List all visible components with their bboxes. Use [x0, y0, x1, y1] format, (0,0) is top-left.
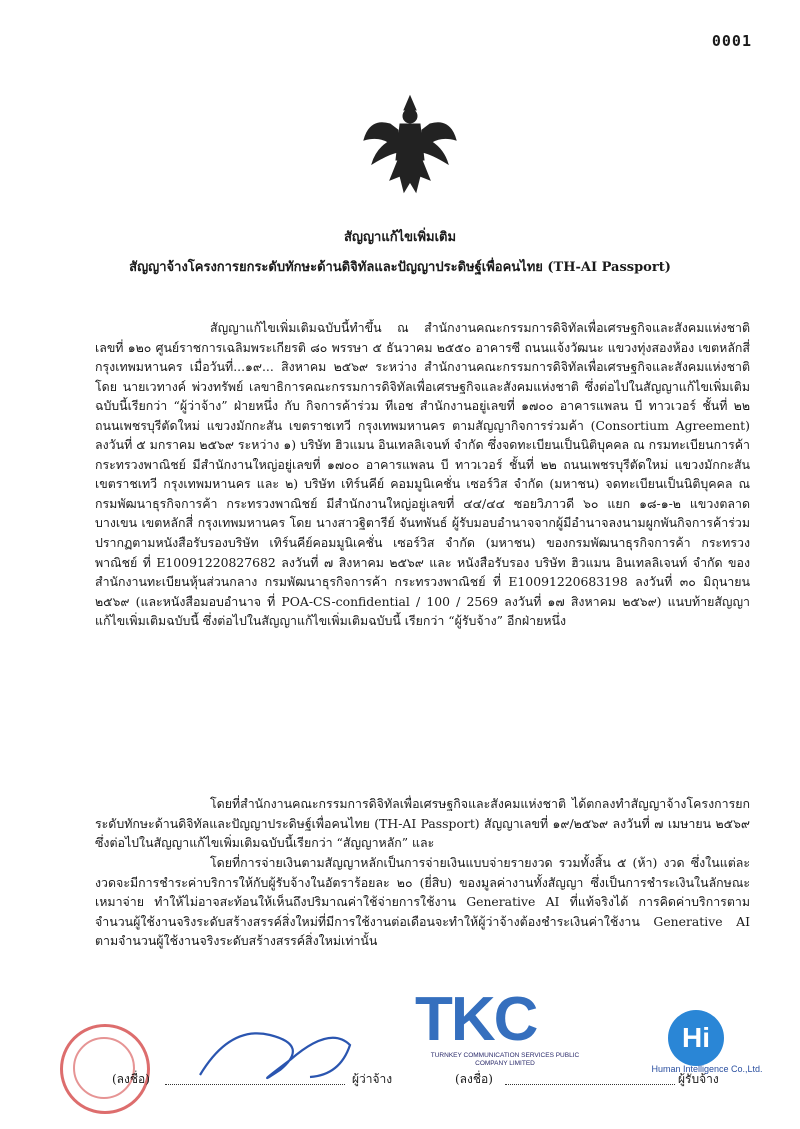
employer-sign-line [165, 1070, 345, 1085]
hi-logo-icon: Hi [668, 1010, 724, 1066]
document-subtitle: สัญญาจ้างโครงการยกระดับทักษะด้านดิจิทัลและปัญญาประดิษฐ์เพื่อคนไทย (TH-AI Passport) [129, 260, 671, 275]
employer-role-label: ผู้ว่าจ้าง [352, 1072, 393, 1086]
document-title: สัญญาแก้ไขเพิ่มเติม [343, 230, 457, 245]
contractor-role-label: ผู้รับจ้าง [678, 1072, 719, 1086]
tkc-company-stamp: TKC [415, 985, 537, 1054]
contractor-sign-label: (ลงชื่อ) [455, 1072, 493, 1086]
official-seal-stamp [60, 1024, 150, 1114]
paragraph-parties [95, 318, 750, 631]
garuda-emblem [360, 90, 460, 200]
hi-company-name: Human Intelligence Co.,Ltd. [651, 1064, 763, 1074]
paragraph-background [95, 794, 750, 853]
paragraph-text: สัญญาแก้ไขเพิ่มเติมฉบับนี้ทำขึ้น ณ สำนักงานคณะกรรมการดิจิทัลเพื่อเศรษฐกิจและสังคมแห่งชาติ เลขที่ ๑๒๐ ศูนย์ราชการเฉลิมพระเกียรติ ๘๐ พรรษา ๕ ธันวาคม ๒๕๕๐ อาคารซี ถนนแจ้งวัฒนะ แขวงทุ่งสองห้อง เขตหลักสี่ กรุงเทพมหานคร เมื่อวันที่...๑๙... สิงหาคม ๒๕๖๙ ระหว่าง สำนักงานคณะกรรมการดิจิทัลเพื่อเศรษฐกิจและสังคมแห่งชาติ โดย นายเวทางค์ พ่วงทรัพย์ เลขาธิการคณะกรรมการดิจิทัลเพื่อเศรษฐกิจและสังคมแห่งชาติ ซึ่งต่อไปในสัญญาแก้ไขเพิ่มเติมฉบับนี้เรียกว่า “ผู้ว่าจ้าง” ฝ่ายหนึ่ง กับ กิจการค้าร่วม ทีเอช สำนักงานอยู่เลขที่ ๑๗๐๐ อาคารแพลน บี ทาวเวอร์ ชั้นที่ ๒๒ ถนนเพชรบุรีตัดใหม่ แขวงมักกะสัน เขตราชเทวี กรุงเทพมหานคร ตามสัญญากิจการร่วมค้า (Consortium Agreement) ลงวันที่ ๕ มกราคม ๒๕๖๙ ระหว่าง ๑) บริษัท ฮิวแมน อินเทลลิเจนท์ จำกัด ซึ่งจดทะเบียนเป็นนิติบุคคล ณ กรมทะเบียนการค้า กระทรวงพาณิชย์ มีสำนักงานใหญ่อยู่เลขที่ ๑๗๐๐ อาคารแพลน บี ทาวเวอร์ ชั้นที่ ๒๒ ถนนเพชรบุรีตัดใหม่ แขวงมักกะสัน เขตราชเทวี กรุงเทพมหานคร และ ๒) บริษัท เทิร์นคีย์ คอมมูนิเคชั่น เซอร์วิส จำกัด (มหาชน) จดทะเบียนเป็นนิติบุคคล ณ กรมพัฒนาธุรกิจการค้า กระทรวงพาณิชย์ มีสำนักงานใหญ่อยู่เลขที่ ๔๔/๔๔ ซอยวิภาวดี ๖๐ แยก ๑๘-๑-๒ แขวงตลาดบางเขน เขตหลักสี่ กรุงเทพมหานคร โดย นางสาวฐิตารีย์ จันทพันธ์ ผู้รับมอบอำนาจจากผู้มีอำนาจลงนามผูกพันกิจการค้าร่วม ปรากฏตามหนังสือรับรองบริษัท เทิร์นคีย์คอมมูนิเคชั่น เซอร์วิส จำกัด (มหาชน) ของกรมพัฒนาธุรกิจการค้า กระทรวงพาณิชย์ ที่ E10091220827682 ลงวันที่ ๗ สิงหาคม ๒๕๖๙ และ หนังสือรับรอง บริษัท ฮิวแมน อินเทลลิเจนท์ จำกัด ของสำนักงานทะเบียนหุ้นส่วนกลาง กรมพัฒนาธุรกิจการค้า กระทรวงพาณิชย์ ที่ E10091220683198 ลงวันที่ ๓๐ มิถุนายน ๒๕๖๙ (และหนังสือมอบอำนาจ ที่ POA-CS-confidential / 100 / 2569 ลงวันที่ ๑๗ สิงหาคม ๒๕๖๙) แนบท้ายสัญญาแก้ไขเพิ่มเติมฉบับนี้ ซึ่งต่อไปในสัญญาแก้ไขเพิ่มเติมฉบับนี้ เรียกว่า “ผู้รับจ้าง” อีกฝ่ายหนึ่ง [95, 320, 750, 629]
tkc-company-name: TURNKEY COMMUNICATION SERVICES PUBLIC COMPANY LIMITED [430, 1052, 580, 1067]
document-number: 0001 [711, 32, 752, 50]
paragraph-payment [95, 853, 750, 951]
paragraph-text: โดยที่สำนักงานคณะกรรมการดิจิทัลเพื่อเศรษฐกิจและสังคมแห่งชาติ ได้ตกลงทำสัญญาจ้างโครงการยกระดับทักษะด้านดิจิทัลและปัญญาประดิษฐ์เพื่อคนไทย (TH-AI Passport) สัญญาเลขที่ ๑๙/๒๕๖๙ ลงวันที่ ๗ เมษายน ๒๕๖๙ ซึ่งต่อไปในสัญญาแก้ไขเพิ่มเติมฉบับนี้เรียกว่า “สัญญาหลัก” และ [95, 796, 750, 851]
paragraph-text: โดยที่การจ่ายเงินตามสัญญาหลักเป็นการจ่ายเงินแบบจ่ายรายงวด รวมทั้งสิ้น ๕ (ห้า) งวด ซึ่งในแต่ละงวดจะมีการชำระค่าบริการให้กับผู้รับจ้างในอัตราร้อยละ ๒๐ (ยี่สิบ) ของมูลค่างานทั้งสัญญา ซึ่งเป็นการชำระเงินในลักษณะเหมาจ่าย ทำให้ไม่อาจสะท้อนให้เห็นถึงปริมาณค่าใช้จ่ายการใช้งาน Generative AI ที่แท้จริงได้ การคิดค่าบริการตามจำนวนผู้ใช้งานจริงระดับสร้างสรรค์สิ่งใหม่ที่มีการใช้งานต่อเดือนจะทำให้ผู้ว่าจ้างต้องชำระเงินค่าใช้งาน Generative AI ตามจำนวนผู้ใช้งานจริงระดับสร้างสรรค์สิ่งใหม่เท่านั้น [95, 855, 750, 949]
employer-sign-label: (ลงชื่อ) [112, 1072, 150, 1086]
